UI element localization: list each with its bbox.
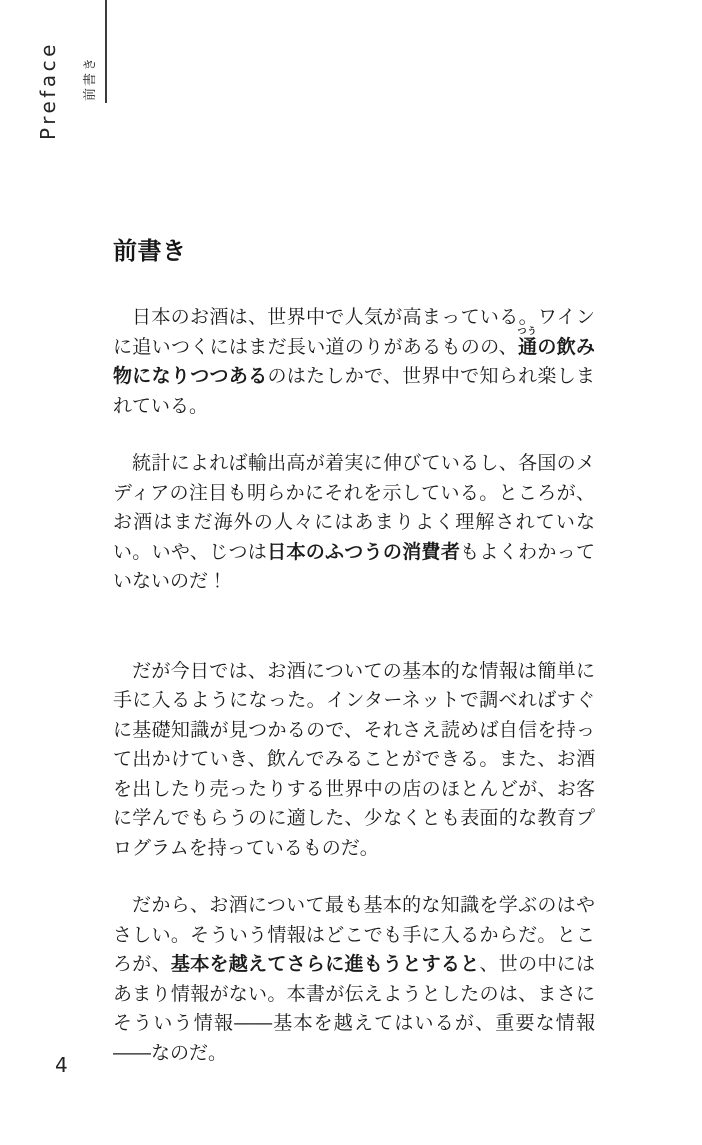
page-number: 4 xyxy=(55,1053,68,1077)
paragraph-2-text: 統計によれば輸出高が着実に伸びているし、各国のメディアの注目も明らかにそれを示している。ところが、お酒はまだ海外の人々にはあまりよく理解されていない。いや、じつは xyxy=(113,452,595,563)
paragraph-4-text: だから、お酒について最も基本的な知識を学ぶのはやさしい。そういう情報はどこでも手に入るからだ。ところが、 xyxy=(113,894,595,975)
paragraph-2-bold-text: 日本のふつうの消費者 xyxy=(267,540,461,563)
paragraph-4-bold-text: 基本を越えてさらに進もうとすると xyxy=(170,953,480,975)
paragraph-4 xyxy=(113,891,595,1068)
paragraph-3 xyxy=(113,657,595,864)
paragraph-4-bold-phrase xyxy=(171,953,480,975)
preface-content xyxy=(113,236,595,1068)
paragraph-2-text-end: もよくわかっていないのだ！ xyxy=(113,540,595,592)
page-title: 前書き xyxy=(113,236,187,265)
paragraph-4-text-end: 、世の中にはあまり情報がない。本書が伝えようとしたのは、まさにそういう情報――基本を越えてはいるが、重要な情報――なのだ。 xyxy=(113,953,595,1064)
ruby-base: 通 xyxy=(517,335,538,358)
paragraph-1 xyxy=(113,303,595,421)
header-rule xyxy=(105,0,107,103)
ruby-furigana: つう xyxy=(517,326,538,337)
paragraph-1-bold-text: の飲み物になりつつある xyxy=(113,335,595,387)
paragraph-3-text: だが今日では、お酒についての基本的な情報は簡単に手に入るようになった。インターネットで調べればすぐに基礎知識が見つかるので、それさえ読めば自信を持って出かけていき、飲んでみることができる。また、お酒を出したり売ったりする世界中の店のほとんどが、お客に学んでもらうのに適した、少なくとも表面的な教育プログラムを持っているものだ。 xyxy=(113,659,595,859)
paragraph-1-text-end: のはたしかで、世界中で知られ楽しまれている。 xyxy=(113,365,595,417)
paragraph-2 xyxy=(113,449,595,597)
paragraph-1-text: 日本のお酒は、世界中で人気が高まっている。ワインに追いつくにはまだ長い道のりがあるものの、 xyxy=(113,306,595,358)
paragraph-2-bold-phrase xyxy=(267,541,460,563)
chapter-header-english: Preface xyxy=(36,41,60,140)
ruby-annotation xyxy=(517,326,538,358)
chapter-header-japanese: 前書き xyxy=(83,55,98,101)
